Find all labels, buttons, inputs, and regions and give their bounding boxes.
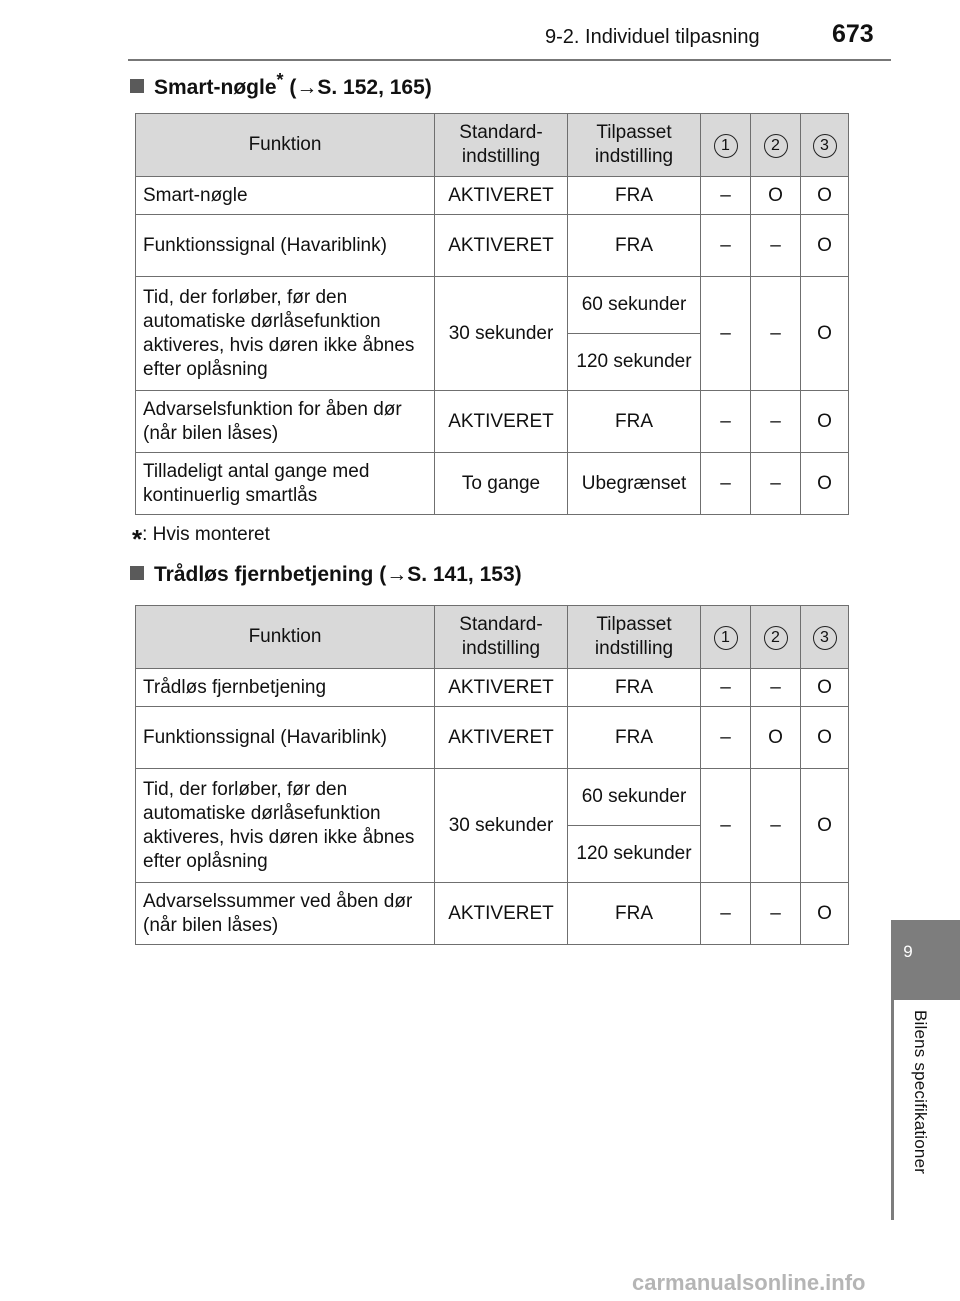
square-bullet-icon: [130, 79, 144, 93]
table-header-row: [136, 606, 849, 669]
section-heading-smart-key: Smart-nøgle* (→S. 152, 165): [130, 70, 432, 100]
table-row: 120 sekunder: [136, 334, 849, 391]
table-row: Funktionssignal (Havariblink) AKTIVERET FRA – – O: [136, 215, 849, 277]
column-header-custom: Tilpasset indstilling: [568, 606, 701, 669]
column-header-3: [801, 606, 849, 669]
table-row: Trådløs fjernbetjening AKTIVERET FRA – – O: [136, 669, 849, 707]
section-heading-wireless-remote: Trådløs fjernbetjening (→S. 141, 153): [130, 563, 522, 587]
settings-table-smart-key: [135, 113, 849, 515]
footnote-star: *: [276, 70, 284, 90]
chapter-title: 9-2. Individuel tilpasning: [545, 26, 760, 48]
watermark: carmanualsonline.info: [632, 1270, 866, 1295]
arrow-right-icon: →: [296, 76, 318, 99]
column-header-function: Funktion: [136, 114, 435, 177]
circled-2-icon: 2: [764, 626, 788, 650]
circled-2-icon: 2: [764, 134, 788, 158]
chapter-tab-label: Bilens specifikationer: [911, 1010, 930, 1175]
table-row: 120 sekunder: [136, 826, 849, 883]
column-header-function: Funktion: [136, 606, 435, 669]
circled-1-icon: 1: [714, 626, 738, 650]
page-reference: S. 152, 165): [317, 76, 432, 99]
column-header-default: Standard- indstilling: [435, 114, 568, 177]
chapter-tab-bar: [891, 1000, 894, 1220]
footnote-star: *: [132, 524, 143, 554]
table-row: Funktionssignal (Havariblink) AKTIVERET FRA – O O: [136, 707, 849, 769]
square-bullet-icon: [130, 566, 144, 580]
table-row: Tid, der forløber, før den automatiske dørlåsefunktion aktiveres, hvis døren ikke åbnes efter oplåsning 30 sekunder 60 sekunder – – O: [136, 277, 849, 334]
footnote: *: Hvis monteret: [132, 524, 270, 554]
arrow-right-icon: →: [386, 563, 408, 586]
table-row: Tilladeligt antal gange med kontinuerlig smartlås To gange Ubegrænset – – O: [136, 453, 849, 515]
column-header-1: [701, 114, 751, 177]
page-reference: S. 141, 153): [407, 563, 522, 586]
table-row: Advarselssummer ved åben dør (når bilen låses) AKTIVERET FRA – – O: [136, 883, 849, 945]
circled-3-icon: 3: [813, 626, 837, 650]
page-number: 673: [832, 20, 874, 48]
column-header-custom: Tilpasset indstilling: [568, 114, 701, 177]
table-row: Tid, der forløber, før den automatiske dørlåsefunktion aktiveres, hvis døren ikke åbnes efter oplåsning 30 sekunder 60 sekunder – – O: [136, 769, 849, 826]
column-header-1: [701, 606, 751, 669]
column-header-2: [751, 114, 801, 177]
column-header-2: [751, 606, 801, 669]
chapter-tab-number: 9: [903, 942, 913, 961]
column-header-3: [801, 114, 849, 177]
column-header-default: Standard- indstilling: [435, 606, 568, 669]
circled-3-icon: 3: [813, 134, 837, 158]
table-header-row: [136, 114, 849, 177]
settings-table-wireless-remote: [135, 605, 849, 945]
circled-1-icon: 1: [714, 134, 738, 158]
header-divider: [128, 59, 891, 61]
table-row: Smart-nøgle AKTIVERET FRA – O O: [136, 177, 849, 215]
table-row: Advarselsfunktion for åben dør (når bilen låses) AKTIVERET FRA – – O: [136, 391, 849, 453]
